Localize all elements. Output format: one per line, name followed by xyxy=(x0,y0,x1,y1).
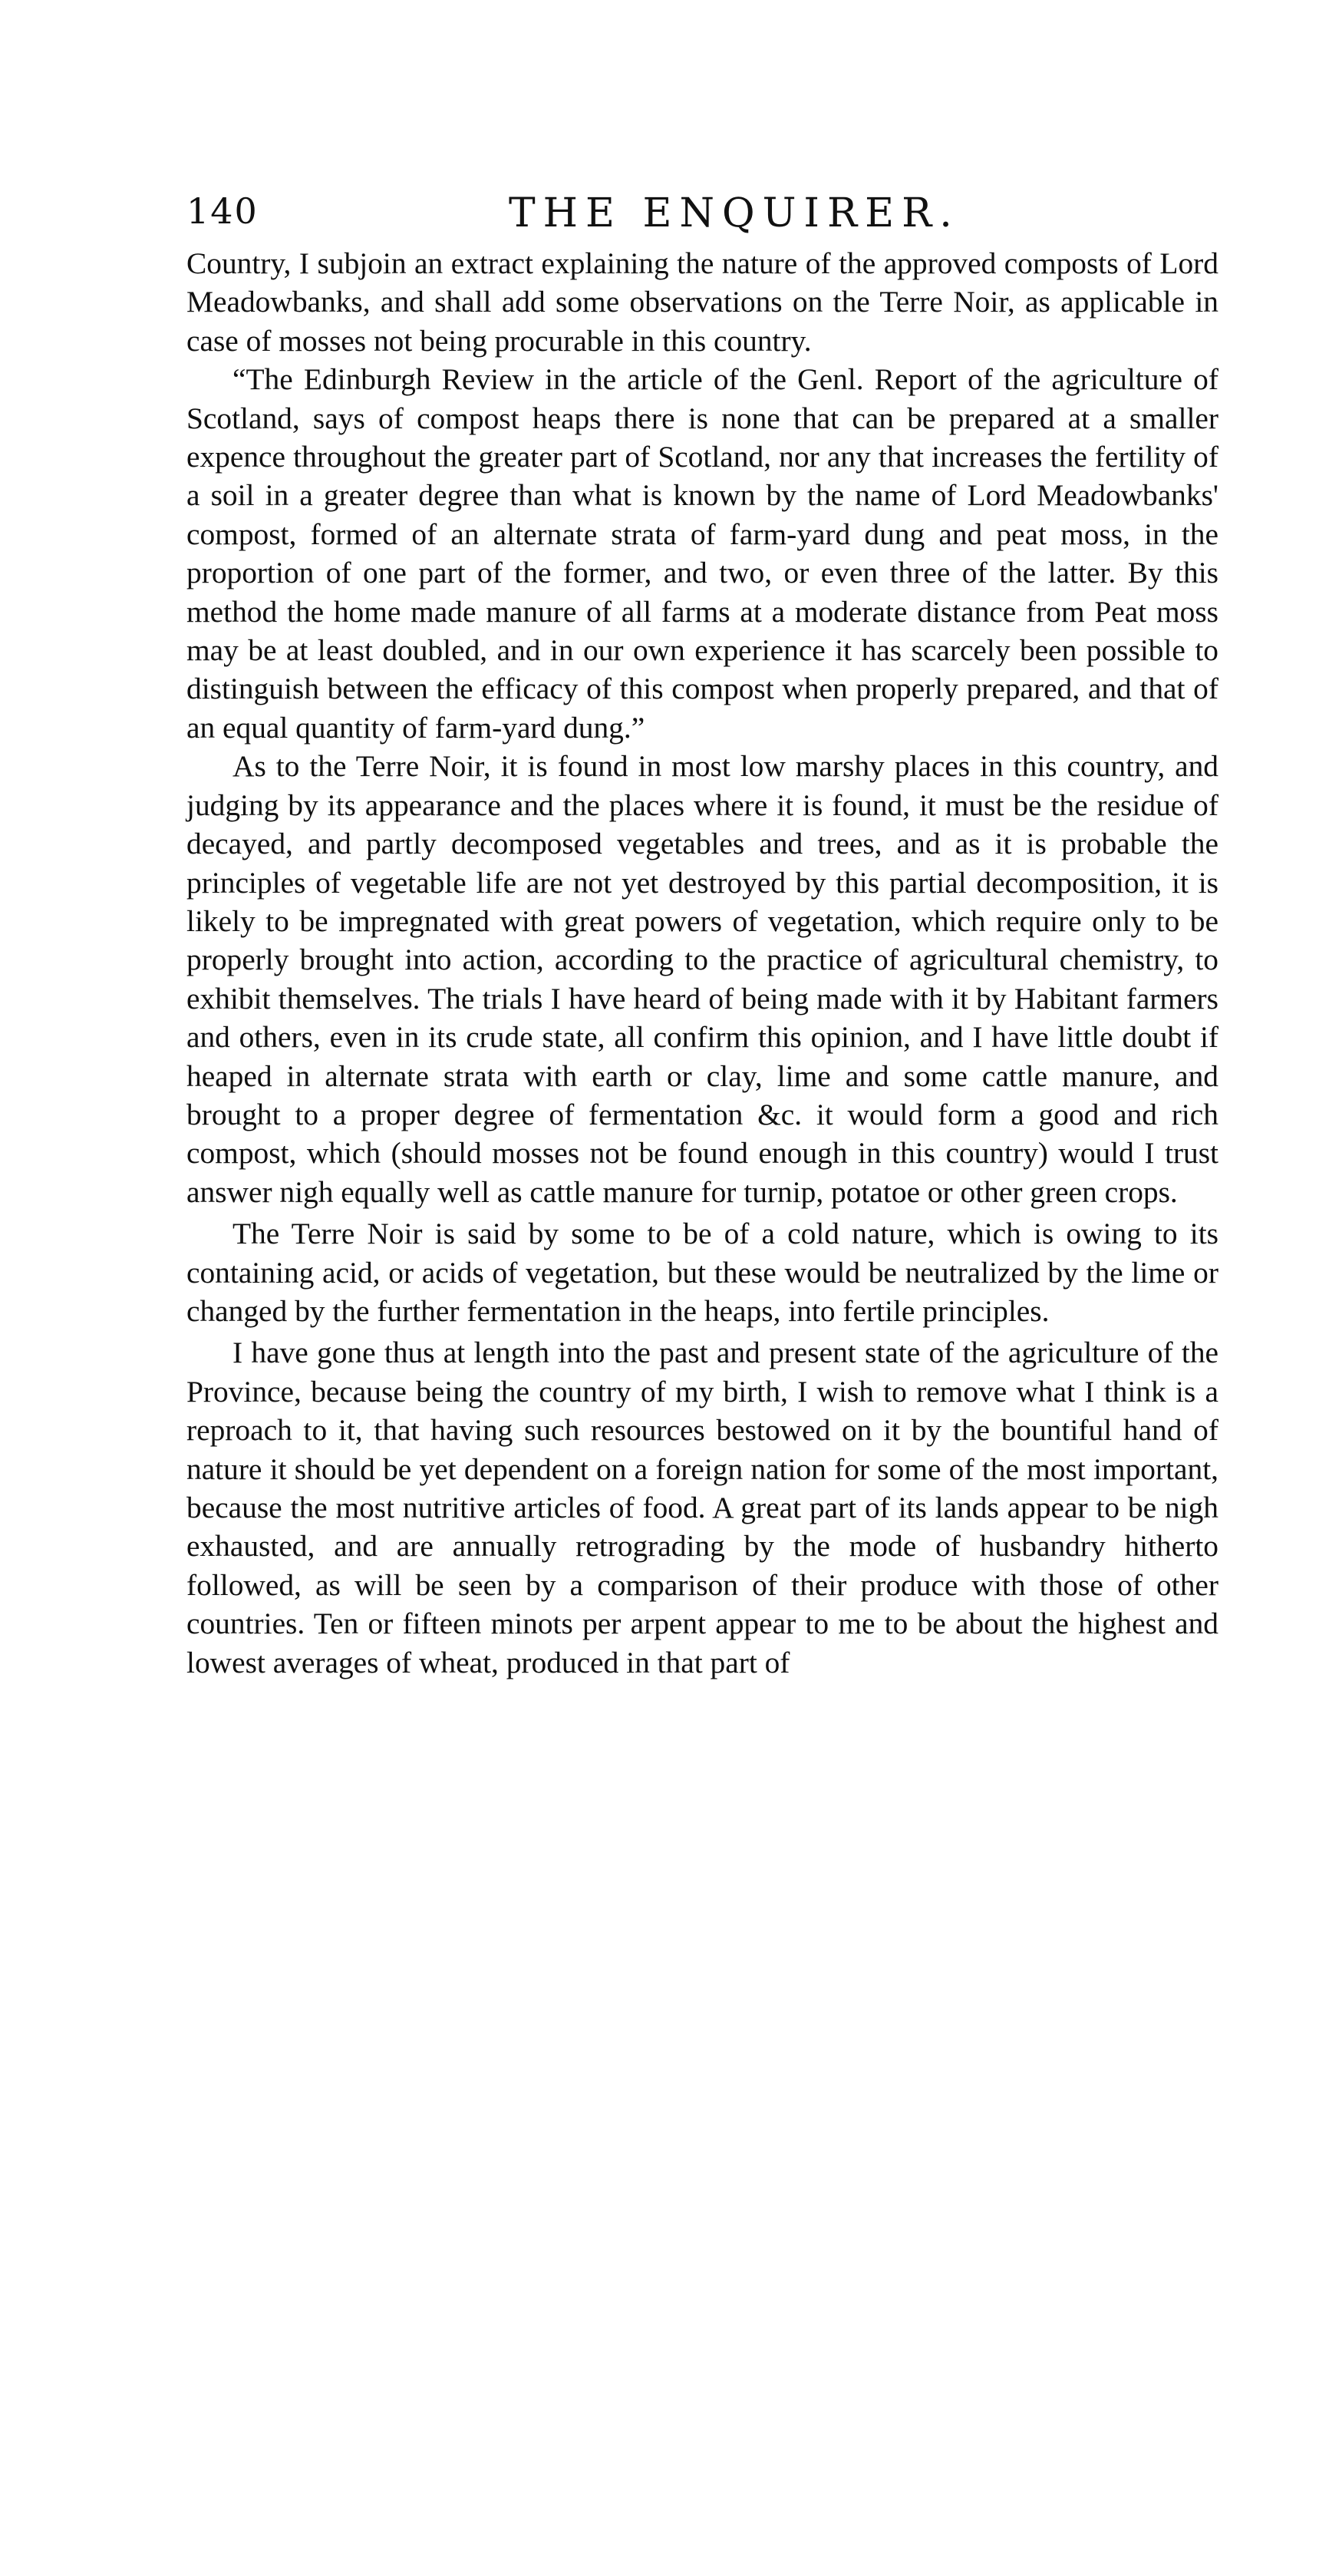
running-head: THE ENQUIRER. xyxy=(509,190,960,236)
paragraph-cold-nature: The Terre Noir is said by some to be of a cold nature, which is owing to its containing acid, or acids of vegetation, but these would be neutralized by the lime or changed by the further fermentation in the heaps, into fertile principles. xyxy=(186,1217,1218,1328)
paragraph-continuation: Country, I subjoin an extract explaining the nature of the approved composts of Lord Meadowbanks, and shall add some observations on the Terre Noir, as applicable in case of mosses not being procurable in this country. xyxy=(186,246,1218,358)
paragraph-terre-noir: As to the Terre Noir, it is found in most low marshy places in this country, and judging by its appearance and the places where it is found, it must be the residue of decayed, and partly decomposed vegetables and trees, and as it is probable the principles of vegetable life are not yet destroyed by this partial decomposition, it is likely to be impregnated with great powers of vegetation, which require only to be properly brought into action, according to the practice of agricultural chemistry, to exhibit themselves. The trials I have heard of being made with it by Habitant farmers and others, even in its crude state, all confirm this opinion, and I have little doubt if heaped in alternate strata with earth or clay, lime and some cattle manure, and brought to a proper degree of fermentation &c. it would form a good and rich compost, which (should mosses not be found enough in this country) would I trust answer nigh equally well as cattle manure for turnip, potatoe or other green crops. xyxy=(186,749,1218,1209)
page-header xyxy=(186,190,1218,244)
body-text xyxy=(186,244,1218,1682)
page-number: 140 xyxy=(186,190,259,232)
paragraph-agriculture: I have gone thus at length into the past and present state of the agriculture of the Province, because being the country of my birth, I wish to remove what I think is a reproach to it, that having such resources bestowed on it by the bountiful hand of nature it should be yet dependent on a foreign nation for some of the most important, because the most nutritive articles of food. A great part of its lands appear to be nigh exhausted, and are annually retrograding by the mode of husbandry hitherto followed, as will be seen by a comparison of their produce with those of other countries. Ten or fifteen minots per arpent appear to me to be about the highest and lowest averages of wheat, produced in that part of xyxy=(186,1336,1218,1679)
paragraph-quotation: “The Edinburgh Review in the article of the Genl. Report of the agriculture of Scotland, says of compost heaps there is none that can be prepared at a smaller expence throughout the greater part of Scotland, nor any that increases the fertility of a soil in a greater degree than what is known by the name of Lord Meadowbanks' compost, formed of an alternate strata of farm-yard dung and peat moss, in the proportion of one part of the former, and two, or even three of the latter. By this method the home made manure of all farms at a moderate distance from Peat moss may be at least doubled, and in our own experience it has scarcely been possible to distinguish between the efficacy of this compost when properly prepared, and that of an equal quantity of farm-yard dung.” xyxy=(186,362,1218,745)
